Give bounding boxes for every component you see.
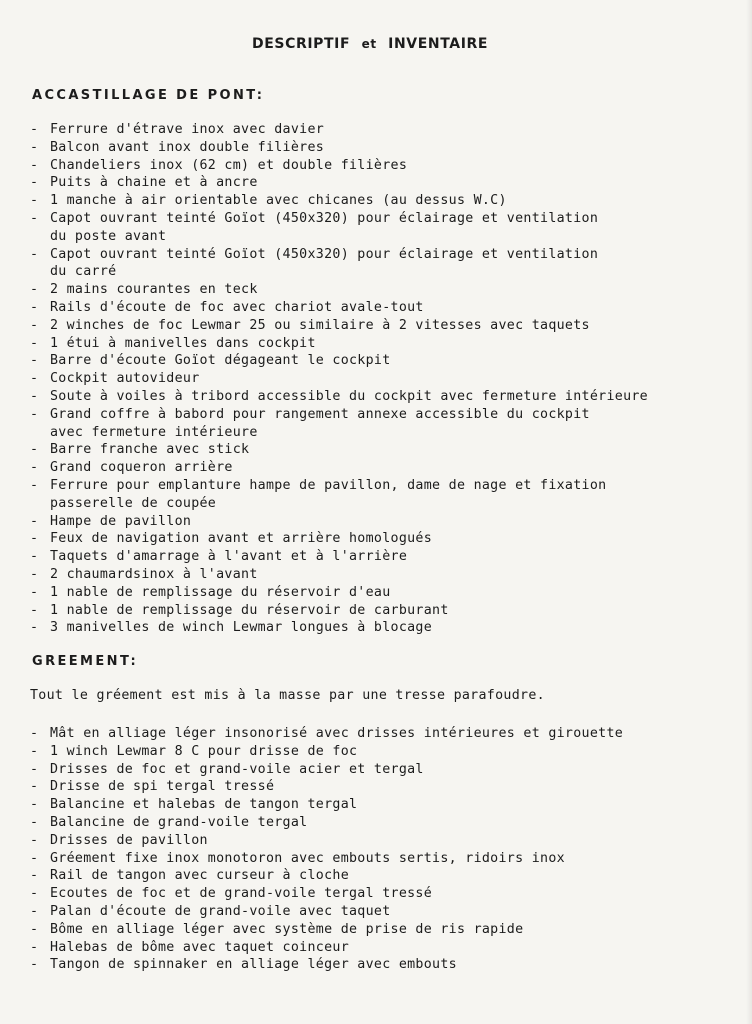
list-item-text: Capot ouvrant teinté Goïot (450x320) pour éclairage et ventilation du carré (50, 246, 599, 280)
list-item (30, 477, 648, 513)
list-item (30, 743, 623, 761)
list-item (30, 157, 648, 175)
list-item (30, 584, 648, 602)
list-item-text: Rails d'écoute de foc avec chariot avale-tout (50, 299, 424, 315)
list-item (30, 850, 623, 868)
list-item (30, 121, 648, 139)
list-item (30, 370, 648, 388)
list-bullet: - (30, 210, 39, 226)
section-heading-greement: GREEMENT: (32, 654, 139, 669)
list-bullet: - (30, 513, 39, 529)
list-bullet: - (30, 850, 39, 866)
list-bullet: - (30, 246, 39, 262)
list-item-text: Drisses de pavillon (50, 832, 208, 848)
list-item-text: Capot ouvrant teinté Goïot (450x320) pour éclairage et ventilation du poste avant (50, 210, 599, 244)
list-bullet: - (30, 299, 39, 315)
list-bullet: - (30, 531, 39, 547)
list-item (30, 441, 648, 459)
list-item-text: Drisses de foc et grand-voile acier et tergal (50, 761, 424, 777)
list-item (30, 299, 648, 317)
list-item-text: Ferrure pour emplanture hampe de pavillon, dame de nage et fixation passerelle de coupée (50, 477, 607, 511)
list-item-text: Barre d'écoute Goïot dégageant le cockpit (50, 353, 391, 369)
list-item-text: Grand coffre à babord pour rangement annexe accessible du cockpit avec fermeture intérieure (50, 406, 590, 440)
list-bullet: - (30, 602, 39, 618)
document-title (252, 36, 488, 52)
list-bullet: - (30, 761, 39, 777)
list-bullet: - (30, 797, 39, 813)
list-item-text: Mât en alliage léger insonorisé avec drisses intérieures et girouette (50, 726, 624, 741)
list-item-text: Taquets d'amarrage à l'avant et à l'arrière (50, 549, 408, 565)
list-bullet: - (30, 388, 39, 404)
list-bullet: - (30, 193, 39, 209)
section-heading-accastillage: ACCASTILLAGE DE PONT: (32, 88, 265, 103)
list-item (30, 814, 623, 832)
list-item-text: Tangon de spinnaker en alliage léger avec embouts (50, 957, 457, 973)
list-item (30, 956, 623, 974)
list-item (30, 317, 648, 335)
list-item (30, 388, 648, 406)
list-item-text: Ecoutes de foc et de grand-voile tergal tressé (50, 886, 433, 902)
list-bullet: - (30, 122, 39, 137)
list-item-text: 2 chaumardsinox à l'avant (50, 566, 258, 582)
list-item (30, 602, 648, 620)
list-item-text: Chandeliers inox (62 cm) et double filières (50, 157, 408, 173)
list-item-text: Gréement fixe inox monotoron avec embouts sertis, ridoirs inox (50, 850, 565, 866)
list-bullet: - (30, 957, 39, 973)
list-bullet: - (30, 566, 39, 582)
list-item (30, 192, 648, 210)
list-item (30, 761, 623, 779)
list-item-text: Cockpit autovideur (50, 371, 200, 387)
accastillage-list (30, 121, 648, 637)
list-item (30, 210, 648, 246)
list-bullet: - (30, 921, 39, 937)
list-item-text: 1 manche à air orientable avec chicanes (au dessus W.C) (50, 193, 507, 209)
list-item (30, 281, 648, 299)
list-bullet: - (30, 549, 39, 565)
list-item (30, 725, 623, 743)
list-item-text: Soute à voiles à tribord accessible du cockpit avec fermeture intérieure (50, 388, 648, 404)
list-item-text: Hampe de pavillon (50, 513, 192, 529)
list-item-text: Barre franche avec stick (50, 442, 250, 458)
list-item (30, 921, 623, 939)
list-item (30, 885, 623, 903)
list-item (30, 778, 623, 796)
list-item-text: Rail de tangon avec curseur à cloche (50, 868, 349, 884)
list-bullet: - (30, 903, 39, 919)
list-bullet: - (30, 175, 39, 191)
greement-list (30, 725, 623, 974)
list-bullet: - (30, 282, 39, 298)
list-item (30, 832, 623, 850)
list-bullet: - (30, 157, 39, 173)
list-item (30, 352, 648, 370)
list-item-text: Balancine de grand-voile tergal (50, 814, 308, 830)
list-item-text: 2 winches de foc Lewmar 25 ou similaire à 2 vitesses avec taquets (50, 317, 590, 333)
title-conjunction: et (361, 37, 377, 51)
list-bullet: - (30, 939, 39, 955)
list-item-text: Balancine et halebas de tangon tergal (50, 797, 358, 813)
list-item (30, 246, 648, 282)
list-bullet: - (30, 584, 39, 600)
list-item-text: Grand coqueron arrière (50, 460, 233, 476)
list-item (30, 867, 623, 885)
list-item-text: Drisse de spi tergal tressé (50, 779, 275, 795)
list-item-text: 1 étui à manivelles dans cockpit (50, 335, 316, 351)
page-edge-shadow (746, 0, 752, 1024)
list-bullet: - (30, 317, 39, 333)
list-bullet: - (30, 477, 39, 493)
list-bullet: - (30, 832, 39, 848)
title-left: DESCRIPTIF (252, 36, 351, 52)
list-item (30, 139, 648, 157)
list-item-text: 1 winch Lewmar 8 C pour drisse de foc (50, 743, 358, 759)
list-item (30, 619, 648, 637)
list-item-text: 1 nable de remplissage du réservoir de carburant (50, 602, 449, 618)
list-bullet: - (30, 779, 39, 795)
list-item (30, 939, 623, 957)
list-item (30, 903, 623, 921)
list-item-text: Bôme en alliage léger avec système de prise de ris rapide (50, 921, 524, 937)
list-item (30, 513, 648, 531)
list-bullet: - (30, 460, 39, 476)
list-item (30, 548, 648, 566)
list-item (30, 566, 648, 584)
list-item-text: 3 manivelles de winch Lewmar longues à blocage (50, 620, 433, 636)
list-bullet: - (30, 743, 39, 759)
list-item-text: Halebas de bôme avec taquet coinceur (50, 939, 349, 955)
list-bullet: - (30, 814, 39, 830)
title-right: INVENTAIRE (388, 36, 489, 52)
list-bullet: - (30, 406, 39, 422)
list-item (30, 530, 648, 548)
list-bullet: - (30, 726, 39, 741)
greement-intro: Tout le gréement est mis à la masse par une tresse parafoudre. (30, 688, 545, 703)
list-item (30, 459, 648, 477)
list-item-text: Balcon avant inox double filières (50, 139, 325, 155)
list-item-text: 1 nable de remplissage du réservoir d'eau (50, 584, 391, 600)
list-bullet: - (30, 335, 39, 351)
list-bullet: - (30, 442, 39, 458)
list-bullet: - (30, 371, 39, 387)
list-bullet: - (30, 620, 39, 636)
list-item-text: 2 mains courantes en teck (50, 282, 258, 298)
list-bullet: - (30, 353, 39, 369)
list-item (30, 174, 648, 192)
list-item-text: Puits à chaine et à ancre (50, 175, 258, 191)
list-item-text: Palan d'écoute de grand-voile avec taquet (50, 903, 391, 919)
list-item (30, 335, 648, 353)
list-bullet: - (30, 868, 39, 884)
list-item-text: Feux de navigation avant et arrière homologués (50, 531, 433, 547)
list-item (30, 406, 648, 442)
list-bullet: - (30, 886, 39, 902)
list-item (30, 796, 623, 814)
list-bullet: - (30, 139, 39, 155)
list-item-text: Ferrure d'étrave inox avec davier (50, 122, 325, 137)
